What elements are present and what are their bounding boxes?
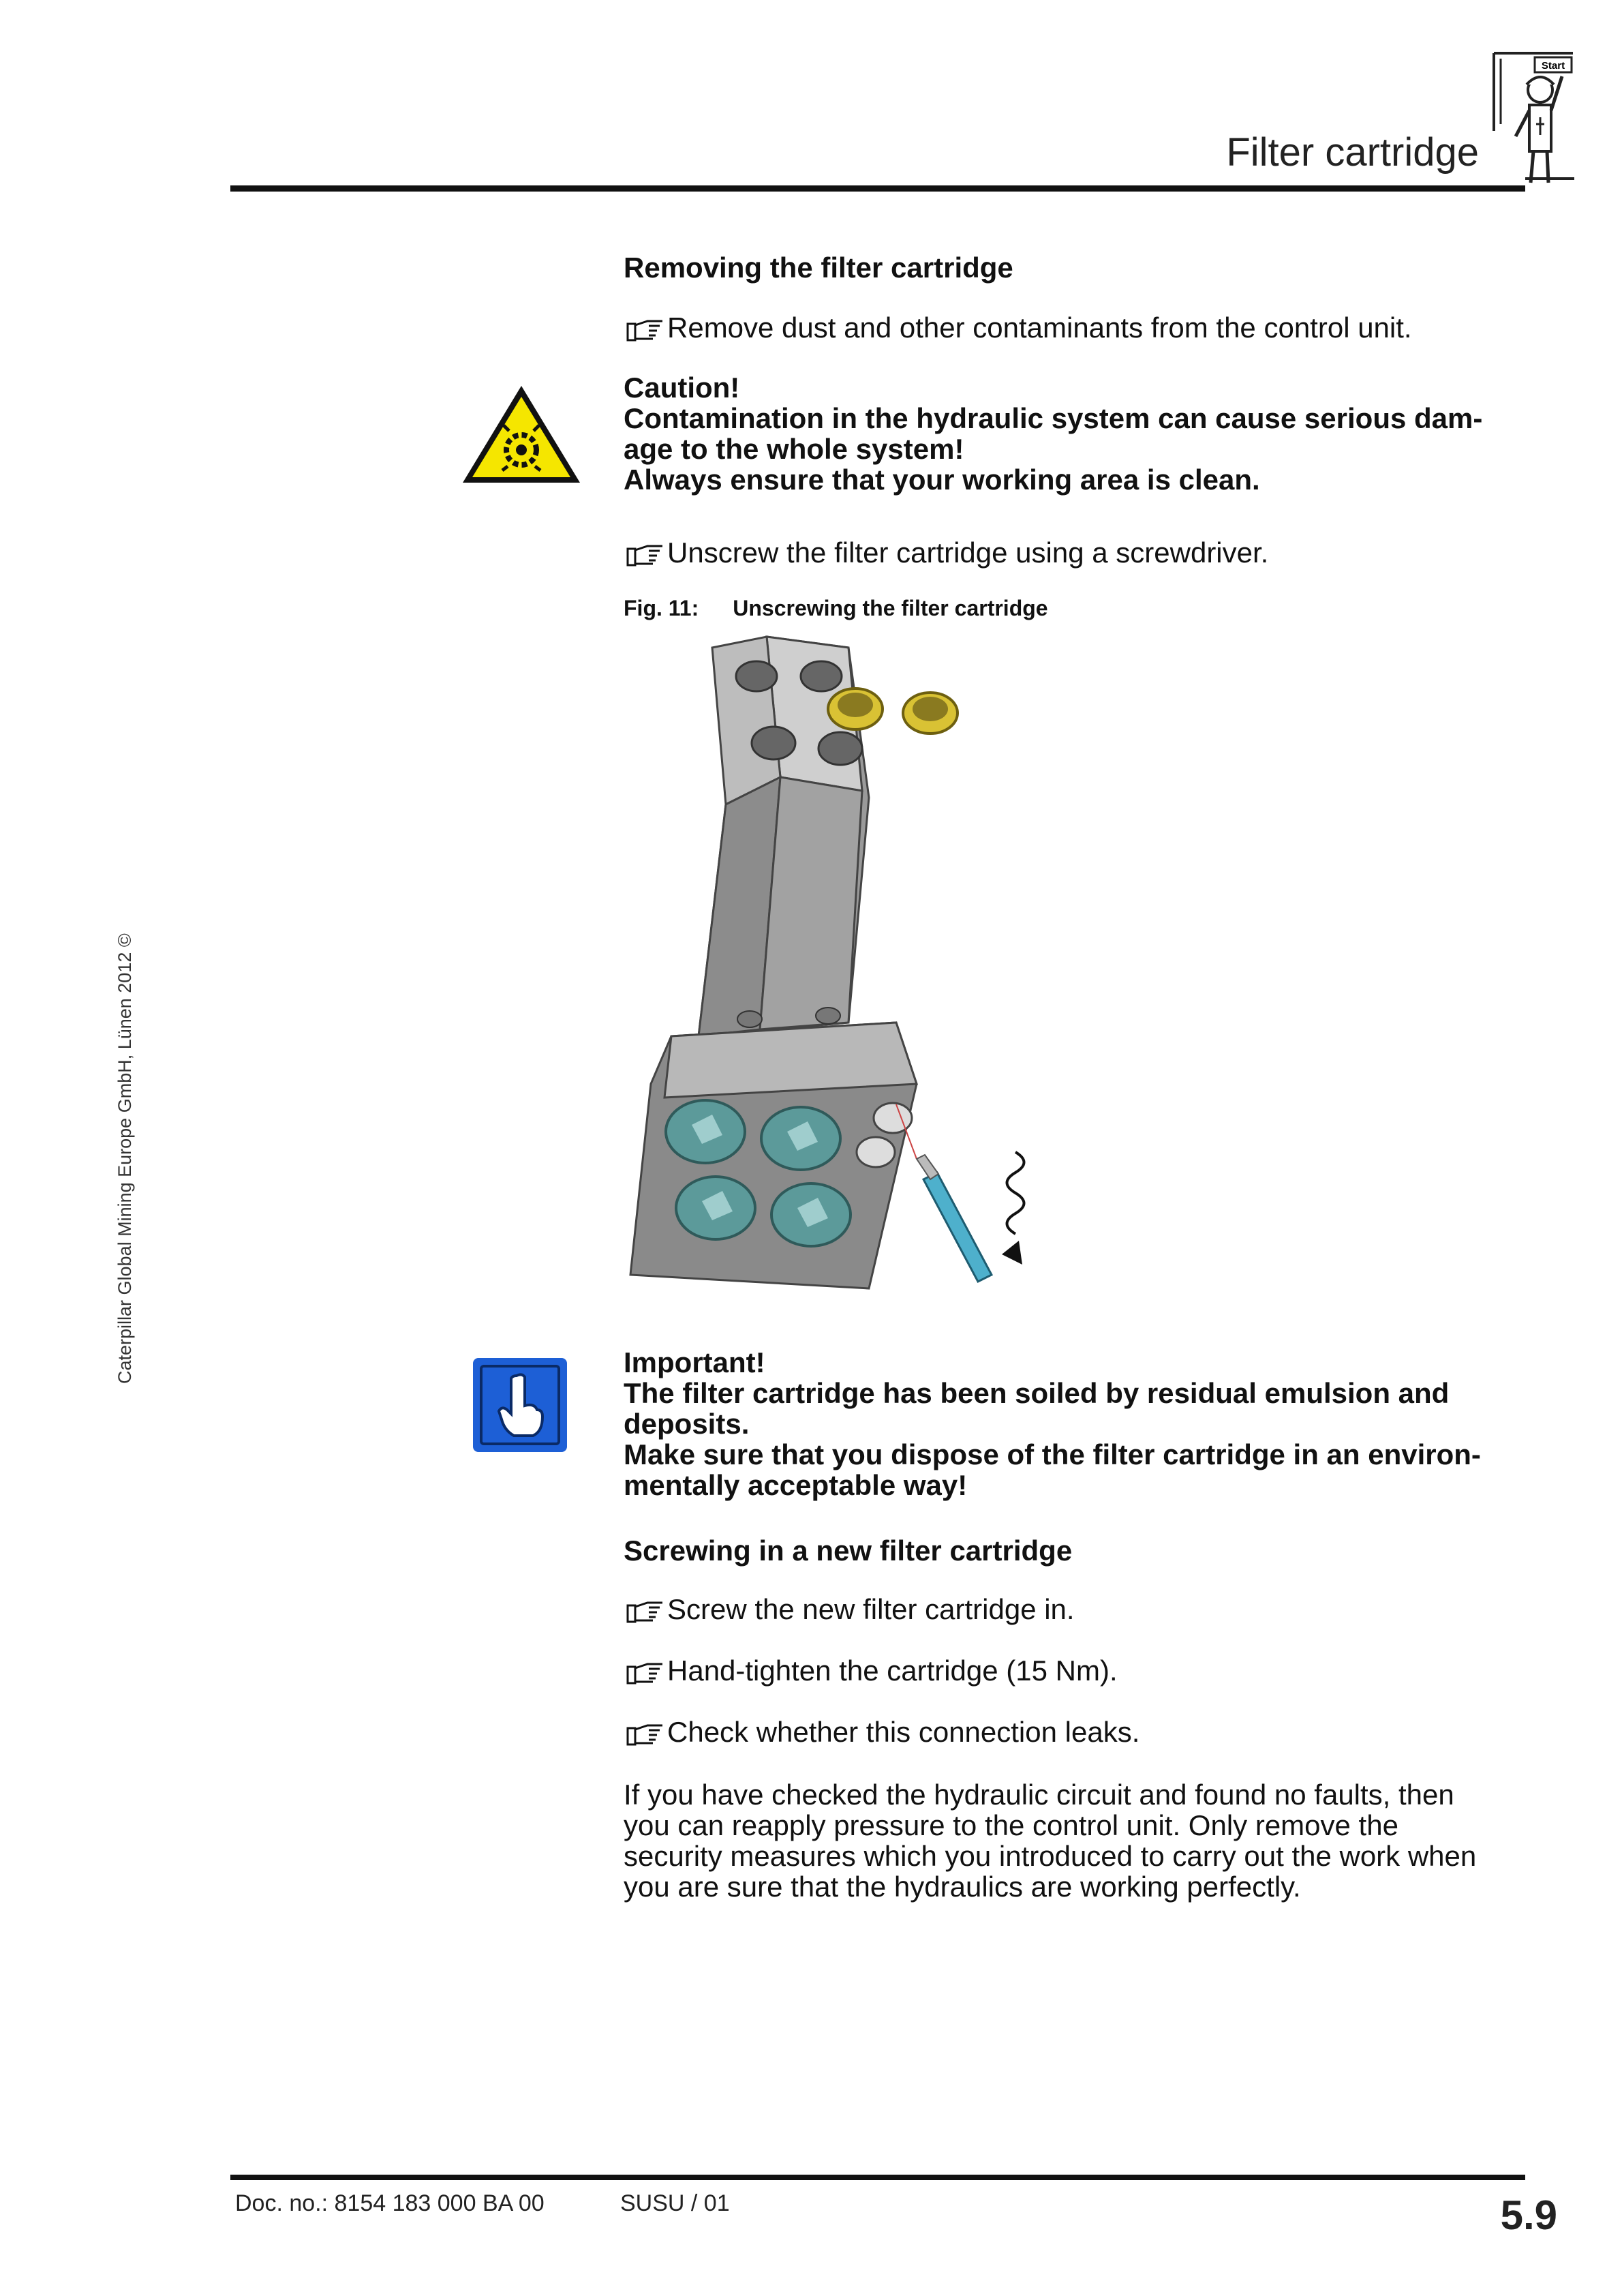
step-text: Hand-tighten the cartridge (15 Nm). (667, 1655, 1118, 1687)
caution-line: Always ensure that your working area is clean. (624, 464, 1260, 496)
page-number: 5.9 (1500, 2192, 1557, 2238)
page-title: Filter cartridge (1226, 130, 1479, 175)
pointing-hand-icon (624, 1721, 667, 1747)
pointing-hand-icon (624, 1660, 667, 1686)
section-heading-screwing: Screwing in a new filter cartridge (624, 1535, 1073, 1567)
start-label: Start (1541, 60, 1565, 72)
filter-cartridge-illustration (624, 634, 1060, 1309)
important-line: deposits. (624, 1408, 750, 1440)
step-text: Unscrew the filter cartridge using a screwdriver. (667, 537, 1269, 569)
important-block (624, 1347, 1516, 1500)
step-text: Check whether this connection leaks. (667, 1716, 1140, 1748)
figure-number: Fig. 11: (624, 596, 699, 620)
paragraph-line: you are sure that the hydraulics are working perfectly. (624, 1871, 1301, 1903)
step-hand-tighten (624, 1655, 1516, 1687)
closing-paragraph (624, 1779, 1516, 1902)
pointing-hand-icon (624, 1599, 667, 1625)
section-heading-removing: Removing the filter cartridge (624, 252, 1013, 284)
pointing-hand-icon (624, 542, 667, 568)
important-line: mentally acceptable way! (624, 1469, 968, 1501)
caution-title: Caution! (624, 372, 740, 404)
important-line: The filter cartridge has been soiled by residual emulsion and (624, 1377, 1450, 1409)
important-title: Important! (624, 1346, 765, 1378)
important-notice-icon (472, 1357, 568, 1453)
step-screw-in (624, 1594, 1516, 1625)
paragraph-line: security measures which you introduced to carry out the work when (624, 1840, 1477, 1872)
copyright-note: Caterpillar Global Mining Europe GmbH, Lünen 2012 © (114, 933, 135, 1384)
document-number: Doc. no.: 8154 183 000 BA 00 (235, 2190, 545, 2216)
step-remove-dust (624, 312, 1516, 344)
revision-code: SUSU / 01 (620, 2190, 730, 2216)
important-line: Make sure that you dispose of the filter cartridge in an environ- (624, 1438, 1481, 1470)
caution-warning-icon (460, 383, 583, 485)
step-text: Remove dust and other contaminants from the control unit. (667, 312, 1412, 344)
step-text: Screw the new filter cartridge in. (667, 1593, 1075, 1625)
header-rule (230, 185, 1525, 192)
pointing-hand-icon (624, 317, 667, 343)
caution-line: Contamination in the hydraulic system can cause serious dam- (624, 402, 1483, 434)
footer-rule (230, 2175, 1525, 2180)
step-check-leaks (624, 1717, 1516, 1748)
paragraph-line: If you have checked the hydraulic circuit and found no faults, then (624, 1779, 1454, 1811)
caution-block (624, 372, 1516, 495)
figure-caption (624, 596, 1516, 621)
paragraph-line: you can reapply pressure to the control unit. Only remove the (624, 1809, 1398, 1841)
figure-title: Unscrewing the filter cartridge (733, 596, 1048, 620)
caution-line: age to the whole system! (624, 433, 964, 465)
step-unscrew (624, 537, 1516, 569)
start-worker-icon (1486, 49, 1574, 185)
